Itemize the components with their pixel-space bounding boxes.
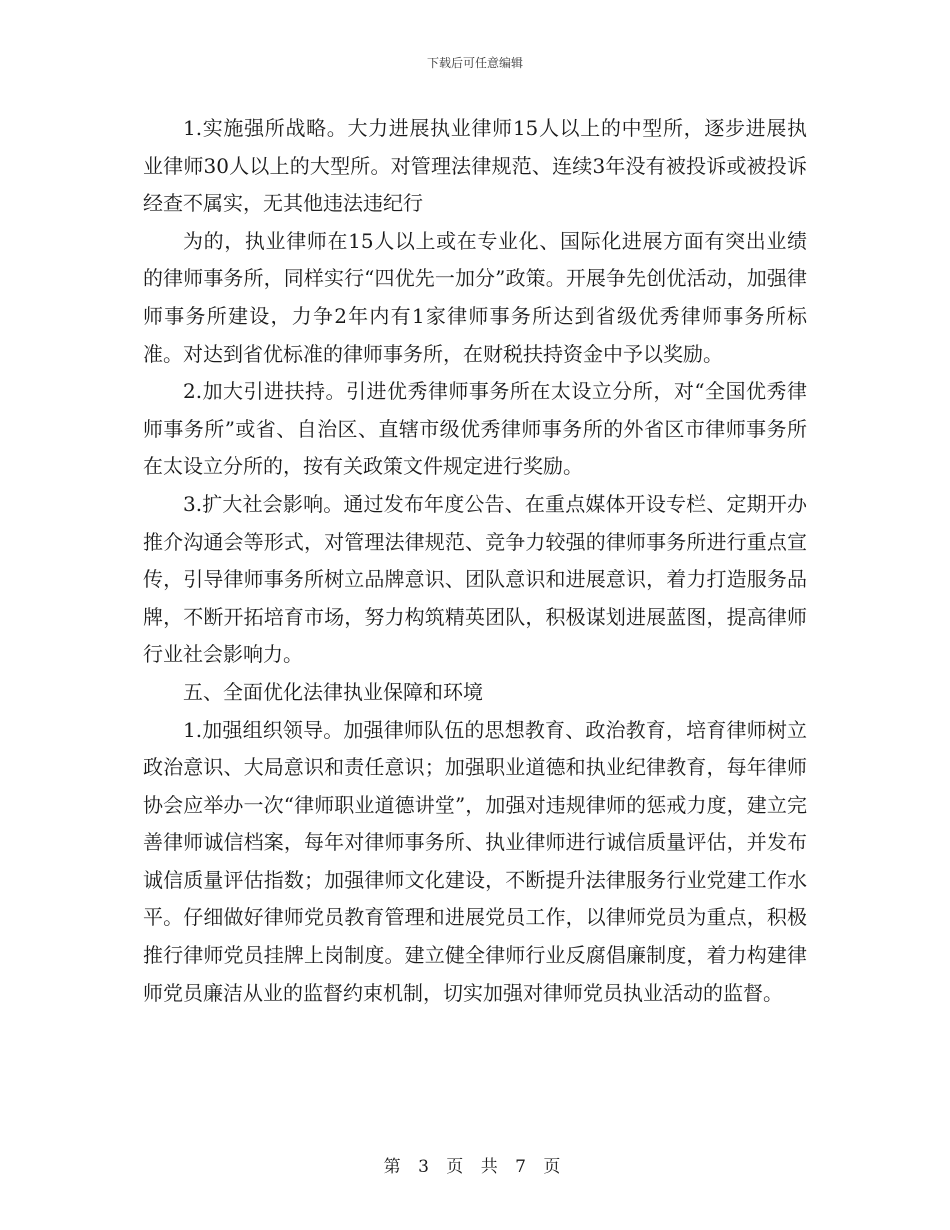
paragraph-social-influence: 3.扩大社会影响。通过发布年度公告、在重点媒体开设专栏、定期开办推介沟通会等形式，对管理法律规范、竞争力较强的律师事务所进行重点宣传，引导律师事务所树立品牌意识、团队意识和进展意识，着力打造服务品牌，不断开拓培育市场，努力构筑精英团队，积极谋划进展蓝图，提高律师行业社会影响力。 <box>143 491 807 667</box>
header-note: 下载后可任意编辑 <box>426 56 523 70</box>
paragraph-strong-firm-strategy: 1.实施强所战略。大力进展执业律师15人以上的中型所，逐步进展执业律师30人以上的大型所。对管理法律规范、连续3年没有被投诉或被投诉经查不属实，无其他违法违纪行 <box>143 116 807 216</box>
paragraph-organization-leadership: 1.加强组织领导。加强律师队伍的思想教育、政治教育，培育律师树立政治意识、大局意识和责任意识；加强职业道德和执业纪律教育，每年律师协会应举办一次“律师职业道德讲堂”，加强对违规律师的惩戒力度，建立完善律师诚信档案，每年对律师事务所、执业律师进行诚信质量评估，并发布诚信质量评估指数；加强律师文化建设，不断提升法律服务行业党建工作水平。仔细做好律师党员教育管理和进展党员工作，以律师党员为重点，积极推行律师党员挂牌上岗制度。建立健全律师行业反腐倡廉制度，着力构建律师党员廉洁从业的监督约束机制，切实加强对律师党员执业活动的监督。 <box>143 717 807 1005</box>
paragraph-strong-firm-continued: 为的，执业律师在15人以上或在专业化、国际化进展方面有突出业绩的律师事务所，同样实行“四优先一加分”政策。开展争先创优活动，加强律师事务所建设，力争2年内有1家律师事务所达到省级优秀律师事务所标准。对达到省优标准的律师事务所，在财税扶持资金中予以奖励。 <box>143 228 807 366</box>
section-heading-five: 五、全面优化法律执业保障和环境 <box>183 679 483 704</box>
page-number-footer: 第 3 页 共 7 页 <box>383 1157 567 1177</box>
paragraph-introduce-support: 2.加大引进扶持。引进优秀律师事务所在太设立分所，对“全国优秀律师事务所”或省、自治区、直辖市级优秀律师事务所的外省区市律师事务所在太设立分所的，按有关政策文件规定进行奖励。 <box>143 379 807 479</box>
document-body <box>143 110 807 1012</box>
